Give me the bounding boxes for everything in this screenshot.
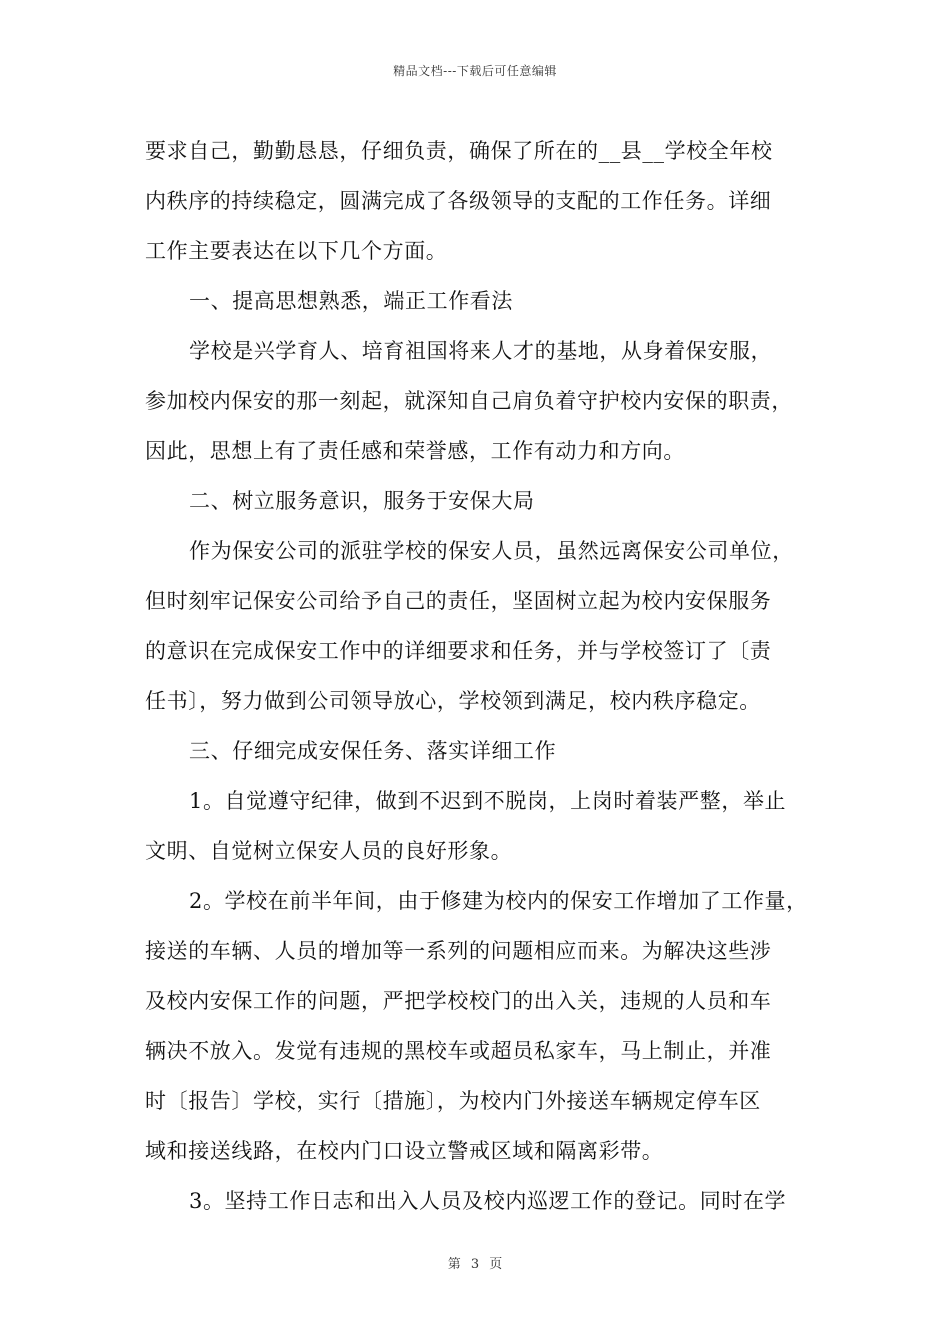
text-line: 学校是兴学育人、培育祖国将来人才的基地，从身着保安服， xyxy=(189,339,773,363)
text-line: 时〔报告〕学校，实行〔措施〕，为校内门外接送车辆规定停车区 xyxy=(145,1089,761,1113)
page-footer xyxy=(0,1253,950,1272)
document-body xyxy=(145,130,813,1230)
text-line: 2。学校在前半年间，由于修建为校内的保安工作增加了工作量， xyxy=(189,889,808,913)
text-line: 任书〕，努力做到公司领导放心，学校领到满足，校内秩序稳定。 xyxy=(145,689,761,713)
text-line: 及校内安保工作的问题，严把学校校门的出入关，违规的人员和车 xyxy=(145,989,772,1013)
text-line: 因此，思想上有了责任感和荣誉感，工作有动力和方向。 xyxy=(145,439,685,463)
text-line: 接送的车辆、人员的增加等一系列的问题相应而来。为解决这些涉 xyxy=(145,939,772,963)
text-line: 文明、自觉树立保安人员的良好形象。 xyxy=(145,839,513,863)
text-line: 域和接送线路，在校内门口设立警戒区域和隔离彩带。 xyxy=(145,1139,664,1163)
text-line: 二、树立服务意识，服务于安保大局 xyxy=(189,489,535,513)
text-line: 参加校内保安的那一刻起，就深知自己肩负着守护校内安保的职责， xyxy=(145,389,793,413)
text-line: 辆决不放入。发觉有违规的黑校车或超员私家车，马上制止，并准 xyxy=(145,1039,772,1063)
text-line: 一、提高思想熟悉，端正工作看法 xyxy=(189,289,513,313)
text-line: 作为保安公司的派驻学校的保安人员，虽然远离保安公司单位， xyxy=(189,539,794,563)
page-number-suffix: 页 xyxy=(489,1257,503,1272)
text-line: 但时刻牢记保安公司给予自己的责任，坚固树立起为校内安保服务 xyxy=(145,589,772,613)
text-line: 工作主要表达在以下几个方面。 xyxy=(145,239,448,263)
text-line: 1。自觉遵守纪律，做到不迟到不脱岗，上岗时着装严整，举止 xyxy=(189,789,787,813)
text-line: 3。坚持工作日志和出入人员及校内巡逻工作的登记。同时在学 xyxy=(189,1189,787,1213)
page-number-prefix: 第 xyxy=(447,1257,461,1272)
text-line: 的意识在完成保安工作中的详细要求和任务，并与学校签订了〔责 xyxy=(145,639,772,663)
text-line: 三、仔细完成安保任务、落实详细工作 xyxy=(189,739,557,763)
page-number: 3 xyxy=(470,1257,480,1272)
page-header: 精品文档---下载后可任意编辑 xyxy=(393,64,557,78)
text-line: 要求自己，勤勤恳恳，仔细负责，确保了所在的__县__学校全年校 xyxy=(145,139,773,163)
text-line: 内秩序的持续稳定，圆满完成了各级领导的支配的工作任务。详细 xyxy=(145,189,772,213)
